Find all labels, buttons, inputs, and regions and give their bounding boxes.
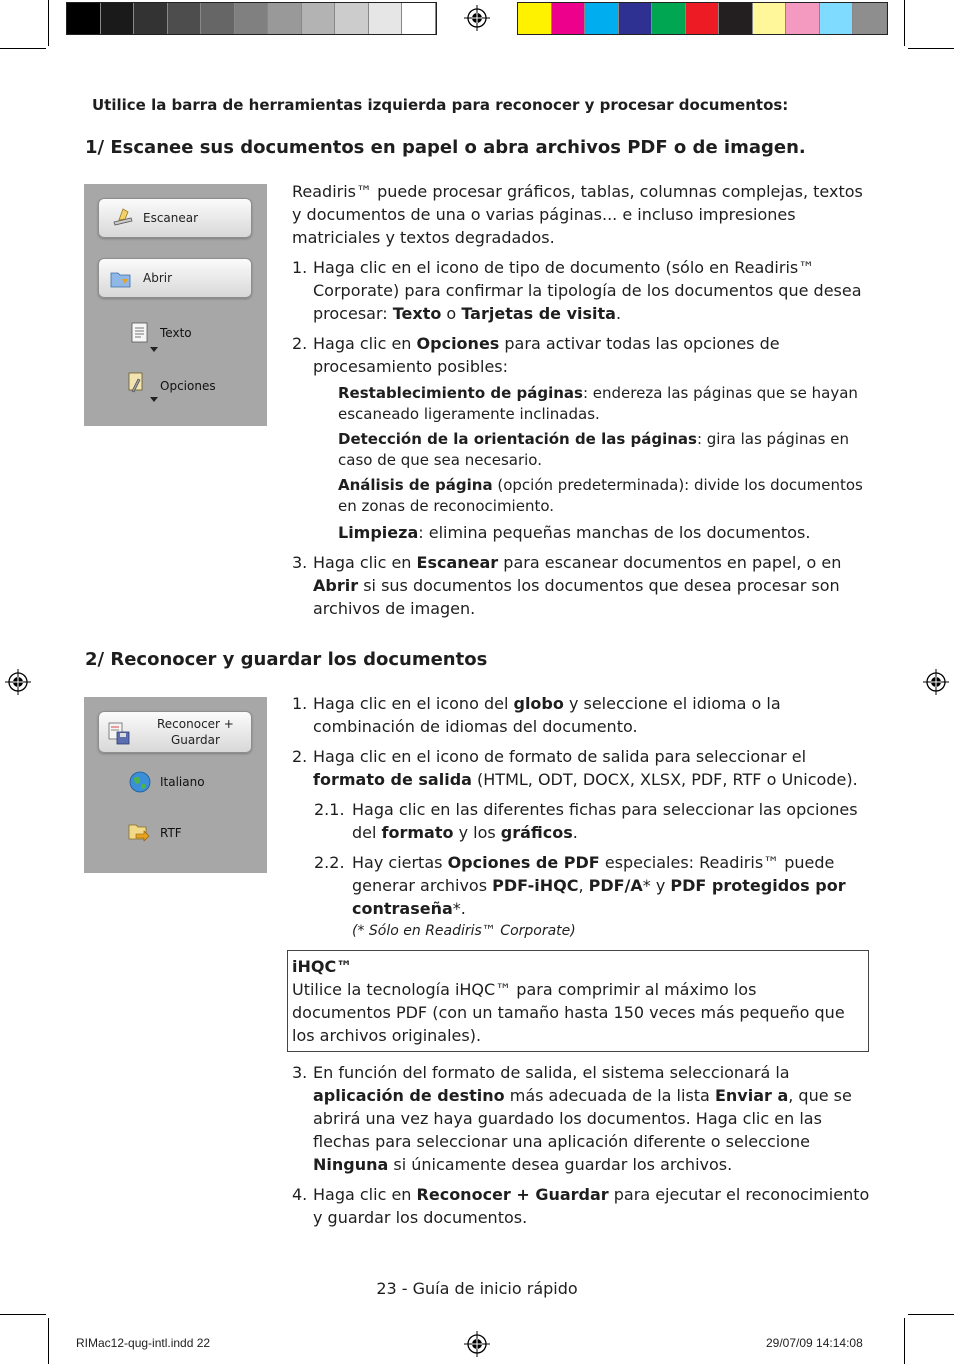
step-text: Haga clic en las diferentes fichas para seleccionar las opciones del [352, 800, 858, 842]
list-item [292, 332, 872, 378]
color-swatch [686, 3, 720, 34]
options-icon[interactable] [124, 370, 148, 394]
scan-toolbar-screenshot [84, 184, 267, 426]
step-text: En función del formato de salida, el sistema seleccionará la [313, 1063, 790, 1082]
step-bold: Texto [392, 304, 442, 323]
step-bold: Opciones de PDF [447, 853, 600, 872]
crop-mark [48, 0, 49, 46]
step-bold: Abrir [313, 576, 359, 595]
option-item [292, 383, 872, 425]
option-desc: (opción predeterminada): divide los documentos en zonas de reconocimiento. [338, 476, 863, 515]
step-text: . [572, 823, 578, 842]
gray-swatch [402, 3, 436, 34]
step-text: o [441, 304, 462, 323]
color-swatch [652, 3, 686, 34]
color-swatch [552, 3, 586, 34]
color-swatch [786, 3, 820, 34]
recognize-label-line1: Reconocer + [157, 717, 234, 731]
ihqc-title: iHQC™ [292, 957, 353, 976]
crop-mark [908, 1314, 954, 1315]
step-bold: gráficos [500, 823, 573, 842]
option-desc: : endereza las páginas que se hayan escaneado ligeramente inclinadas. [338, 384, 858, 423]
scan-button[interactable] [98, 198, 252, 238]
step-bold: Opciones [416, 334, 500, 353]
language-label: Italiano [160, 775, 205, 789]
step-text: Hay ciertas [352, 853, 448, 872]
step-text: Haga clic en el icono de tipo de documento (sólo en Readiris™ Corporate) para confirmar la tipología de los documentos que desea procesar: [313, 258, 862, 323]
list-number: 1. [292, 694, 308, 713]
option-term: Análisis de página [338, 476, 493, 494]
option-item [292, 429, 872, 471]
list-number: 3. [292, 553, 308, 572]
crop-mark [904, 0, 905, 46]
step-text: (HTML, ODT, DOCX, XLSX, PDF, RTF o Unicode). [471, 770, 858, 789]
list-number: 2.1. [314, 800, 345, 819]
slug-filename: RIMac12-qug-intl.indd 22 [76, 1336, 211, 1350]
step-bold: Reconocer + Guardar [416, 1185, 609, 1204]
page-intro: Utilice la barra de herramientas izquierda para reconocer y procesar documentos: [92, 96, 789, 114]
recognize-save-button[interactable] [98, 711, 252, 753]
color-swatch [518, 3, 552, 34]
scan-button-label: Escanear [143, 211, 199, 225]
globe-icon[interactable] [128, 770, 152, 794]
step-bold: formato [381, 823, 454, 842]
gray-swatch [201, 3, 235, 34]
list-item [292, 551, 872, 620]
option-term: Limpieza [338, 523, 419, 542]
format-label: RTF [160, 826, 182, 840]
step-text: para activar todas las opciones de procesamiento posibles: [313, 334, 780, 376]
grayscale-color-bar [66, 2, 437, 35]
process-color-bar [517, 2, 888, 35]
step-text: , [578, 876, 589, 895]
option-term: Restablecimiento de páginas [338, 384, 583, 402]
list-item [292, 1183, 872, 1229]
list-number: 2. [292, 334, 308, 353]
page-footer: 23 - Guía de inicio rápido [376, 1279, 578, 1298]
registration-mark-icon [464, 1331, 490, 1357]
gray-swatch [235, 3, 269, 34]
list-item [292, 1061, 872, 1176]
step-bold: formato de salida [313, 770, 472, 789]
ihqc-text: Utilice la tecnología iHQC™ para comprimir al máximo los documentos PDF (con un tamaño hasta 150 veces más pequeño que los archivos originales). [292, 980, 845, 1045]
gray-swatch [67, 3, 101, 34]
options-label: Opciones [160, 379, 216, 393]
section2-body [292, 686, 872, 1229]
chevron-down-icon[interactable] [150, 347, 158, 352]
registration-mark-icon [464, 5, 490, 31]
option-desc: : elimina pequeñas manchas de los documentos. [418, 523, 811, 542]
color-swatch [753, 3, 787, 34]
gray-swatch [168, 3, 202, 34]
crop-mark [48, 1318, 49, 1364]
list-number: 2. [292, 747, 308, 766]
gray-swatch [369, 3, 403, 34]
step-bold: Tarjetas de visita [461, 304, 616, 323]
step-text: para ejecutar el reconocimiento y guardar los documentos. [313, 1185, 870, 1227]
crop-mark [0, 1314, 46, 1315]
scanner-icon [111, 206, 135, 230]
save-document-icon [107, 721, 131, 745]
recognize-toolbar-screenshot [84, 697, 267, 873]
step-text: más adecuada de la lista [504, 1086, 715, 1105]
chevron-down-icon[interactable] [150, 397, 158, 402]
list-number: 2.2. [314, 853, 345, 872]
step-bold: globo [513, 694, 564, 713]
crop-mark [904, 1318, 905, 1364]
gray-swatch [134, 3, 168, 34]
output-format-icon[interactable] [126, 821, 150, 845]
option-term: Detección de la orientación de las páginas [338, 430, 697, 448]
step-text: . [615, 304, 622, 323]
color-swatch [820, 3, 854, 34]
step-text: *. [452, 899, 466, 918]
document-type-icon[interactable] [128, 321, 152, 345]
step-text: Haga clic en el icono del [313, 694, 514, 713]
step-text: * y [642, 876, 671, 895]
gray-swatch [101, 3, 135, 34]
recognize-label-line2: Guardar [171, 733, 220, 747]
step-text: si sus documentos los documentos que desea procesar son archivos de imagen. [313, 576, 840, 618]
section1-body [292, 180, 872, 620]
step-text: , que se abrirá una vez haya guardado los documentos. Haga clic en las flechas para seleccionar una aplicación diferente o seleccione [313, 1086, 852, 1151]
registration-mark-icon [923, 669, 949, 695]
section2-heading: 2/ Reconocer y guardar los documentos [85, 649, 488, 670]
gray-swatch [335, 3, 369, 34]
color-swatch [585, 3, 619, 34]
list-item [292, 745, 872, 791]
step-text: y los [453, 823, 501, 842]
step-text: Haga clic en el icono de formato de salida para seleccionar el [313, 747, 807, 766]
gray-swatch [268, 3, 302, 34]
list-number: 3. [292, 1063, 308, 1082]
crop-mark [908, 48, 954, 49]
color-swatch [719, 3, 753, 34]
list-item [292, 692, 872, 738]
step-text: Haga clic en [313, 553, 417, 572]
registration-mark-icon [5, 669, 31, 695]
step-text: Haga clic en [313, 334, 417, 353]
step-bold: Ninguna [313, 1155, 389, 1174]
section1-intro: Readiris™ puede procesar gráficos, tablas, columnas complejas, textos y documentos de una o varias páginas... e incluso impresiones matriciales y textos degradados. [292, 182, 863, 247]
section1-heading: 1/ Escanee sus documentos en papel o abra archivos PDF o de imagen. [85, 137, 806, 158]
gray-swatch [302, 3, 336, 34]
list-number: 4. [292, 1185, 308, 1204]
crop-mark [0, 48, 46, 49]
step-bold: PDF protegidos por contraseña [352, 876, 846, 918]
step-text: especiales: Readiris™ puede generar archivos [352, 853, 835, 895]
step-text: y seleccione el idioma o la combinación de idiomas del documento. [313, 694, 781, 736]
option-item [292, 475, 872, 517]
step-text: Haga clic en [313, 1185, 417, 1204]
step-bold: aplicación de destino [313, 1086, 505, 1105]
list-number: 1. [292, 258, 308, 277]
step-bold: Enviar a [714, 1086, 789, 1105]
option-item [292, 521, 872, 544]
list-item [292, 256, 872, 325]
list-item [292, 798, 872, 844]
slug-timestamp: 29/07/09 14:14:08 [766, 1336, 863, 1350]
folder-icon [109, 267, 133, 291]
step-bold: PDF/A [588, 876, 643, 895]
color-swatch [853, 3, 887, 34]
ihqc-callout [287, 950, 869, 1052]
list-item [292, 851, 872, 942]
open-button-label: Abrir [143, 271, 173, 285]
text-type-label: Texto [160, 326, 192, 340]
step-text: si únicamente desea guardar los archivos. [388, 1155, 733, 1174]
option-desc: : gira las páginas en caso de que sea necesario. [338, 430, 849, 469]
color-swatch [619, 3, 653, 34]
corporate-note: (* Sólo en Readiris™ Corporate) [352, 923, 576, 939]
step-bold: PDF-iHQC [492, 876, 579, 895]
step-bold: Escanear [416, 553, 499, 572]
step-text: para escanear documentos en papel, o en [498, 553, 842, 572]
open-button[interactable] [98, 258, 252, 298]
